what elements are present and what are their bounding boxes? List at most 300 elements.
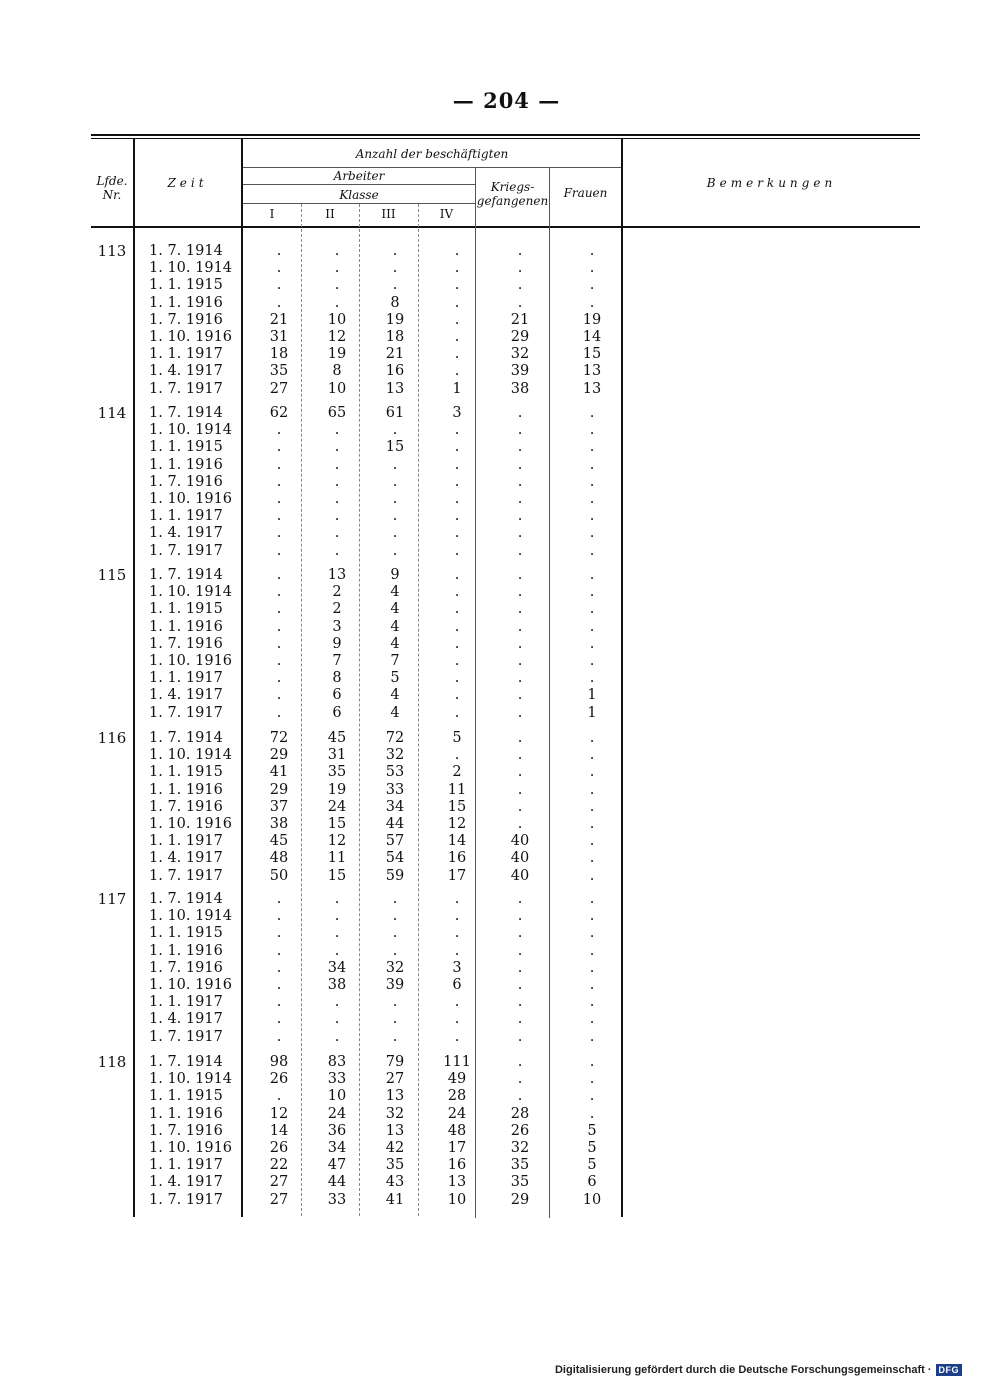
table-cell: . bbox=[454, 942, 460, 959]
table-cell: . bbox=[276, 508, 282, 525]
table-cell: 42 bbox=[385, 1140, 405, 1156]
table-cell: 34 bbox=[327, 959, 347, 976]
row-date: 1. 7. 1916 bbox=[149, 959, 223, 976]
table-cell: . bbox=[517, 816, 523, 832]
table-cell: . bbox=[589, 730, 595, 746]
row-date: 1. 10. 1916 bbox=[149, 491, 233, 507]
row-date: 1. 7. 1917 bbox=[149, 704, 223, 721]
table-cell: . bbox=[276, 584, 282, 601]
table-cell: . bbox=[589, 867, 595, 884]
table-cell: . bbox=[517, 670, 523, 687]
table-cell: 12 bbox=[447, 816, 467, 832]
table-cell: . bbox=[589, 959, 595, 976]
table-cell: 72 bbox=[385, 730, 405, 746]
table-cell: . bbox=[454, 1011, 460, 1028]
table-cell: . bbox=[589, 1011, 595, 1028]
group-number: 116 bbox=[97, 729, 127, 747]
table-cell: 38 bbox=[269, 816, 289, 832]
table-cell: . bbox=[392, 277, 398, 294]
table-cell: 12 bbox=[327, 833, 347, 850]
row-date: 1. 10. 1916 bbox=[149, 1140, 233, 1156]
table-cell: . bbox=[589, 891, 595, 907]
table-cell: 83 bbox=[327, 1054, 347, 1070]
table-cell: . bbox=[517, 1011, 523, 1028]
table-cell: . bbox=[589, 850, 595, 867]
table-cell: 28 bbox=[447, 1088, 467, 1105]
table-cell: 16 bbox=[447, 1157, 467, 1174]
table-cell: . bbox=[454, 508, 460, 525]
table-cell: 19 bbox=[327, 346, 347, 363]
table-cell: 4 bbox=[390, 704, 400, 721]
table-cell: . bbox=[276, 653, 282, 669]
table-cell: . bbox=[454, 363, 460, 380]
table-cell: . bbox=[589, 439, 595, 456]
table-cell: 11 bbox=[447, 781, 467, 798]
table-cell: 14 bbox=[582, 329, 602, 345]
table-cell: . bbox=[517, 456, 523, 473]
table-cell: . bbox=[517, 994, 523, 1011]
table-cell: . bbox=[517, 704, 523, 721]
table-cell: 16 bbox=[385, 363, 405, 380]
table-cell: . bbox=[454, 670, 460, 687]
table-cell: . bbox=[589, 1028, 595, 1045]
table-cell: 5 bbox=[587, 1140, 597, 1156]
table-cell: . bbox=[334, 525, 340, 542]
row-date: 1. 10. 1916 bbox=[149, 329, 233, 345]
row-date: 1. 4. 1917 bbox=[149, 525, 223, 542]
table-cell: 34 bbox=[385, 798, 405, 815]
table-cell: . bbox=[276, 618, 282, 635]
page-number: — 204 — bbox=[452, 88, 561, 113]
top-rule-thin bbox=[91, 138, 920, 139]
table-cell: 54 bbox=[385, 850, 405, 867]
table-cell: . bbox=[392, 1011, 398, 1028]
table-cell: 35 bbox=[385, 1157, 405, 1174]
table-cell: 10 bbox=[582, 1191, 602, 1208]
table-cell: 35 bbox=[269, 363, 289, 380]
table-cell: . bbox=[589, 243, 595, 259]
table-cell: . bbox=[517, 1028, 523, 1045]
header-rule bbox=[91, 226, 920, 228]
table-cell: 1 bbox=[587, 687, 597, 704]
top-rule bbox=[91, 134, 920, 136]
group-number: 117 bbox=[97, 890, 127, 908]
row-date: 1. 7. 1917 bbox=[149, 380, 223, 397]
header-subrule-anzahl bbox=[243, 167, 621, 168]
row-date: 1. 10. 1916 bbox=[149, 977, 233, 993]
row-date: 1. 1. 1915 bbox=[149, 439, 223, 456]
table-cell: 32 bbox=[510, 346, 530, 363]
table-cell: . bbox=[276, 491, 282, 507]
row-date: 1. 1. 1917 bbox=[149, 994, 223, 1011]
row-date: 1. 7. 1916 bbox=[149, 798, 223, 815]
table-cell: . bbox=[517, 781, 523, 798]
table-cell: 3 bbox=[452, 959, 462, 976]
group-number: 115 bbox=[97, 566, 127, 584]
table-cell: . bbox=[276, 294, 282, 311]
table-cell: . bbox=[589, 456, 595, 473]
table-cell: 62 bbox=[269, 405, 289, 421]
table-cell: . bbox=[517, 618, 523, 635]
table-cell: 48 bbox=[269, 850, 289, 867]
table-cell: . bbox=[276, 260, 282, 277]
table-cell: 16 bbox=[447, 850, 467, 867]
header-subrule-arbeiter bbox=[243, 184, 475, 185]
column-divider-nr bbox=[133, 139, 135, 1217]
table-cell: . bbox=[276, 601, 282, 618]
table-cell: 3 bbox=[332, 618, 342, 635]
table-cell: . bbox=[454, 260, 460, 277]
row-date: 1. 1. 1917 bbox=[149, 670, 223, 687]
table-cell: 38 bbox=[327, 977, 347, 993]
table-cell: 40 bbox=[510, 867, 530, 884]
row-date: 1. 10. 1916 bbox=[149, 653, 233, 669]
table-cell: . bbox=[454, 635, 460, 652]
table-cell: 34 bbox=[327, 1140, 347, 1156]
table-cell: 48 bbox=[447, 1122, 467, 1139]
table-cell: 4 bbox=[390, 584, 400, 601]
table-cell: . bbox=[392, 908, 398, 925]
table-cell: 40 bbox=[510, 833, 530, 850]
table-cell: 111 bbox=[443, 1054, 471, 1070]
table-cell: . bbox=[454, 329, 460, 345]
table-cell: 35 bbox=[510, 1174, 530, 1191]
table-cell: . bbox=[454, 584, 460, 601]
header-kriegsgefangenen bbox=[476, 180, 549, 208]
table-cell: . bbox=[276, 925, 282, 942]
table-cell: 6 bbox=[452, 977, 462, 993]
table-cell: 11 bbox=[327, 850, 347, 867]
table-cell: . bbox=[392, 260, 398, 277]
table-cell: 13 bbox=[385, 1088, 405, 1105]
row-date: 1. 7. 1917 bbox=[149, 542, 223, 559]
table-cell: . bbox=[589, 473, 595, 490]
row-date: 1. 1. 1917 bbox=[149, 833, 223, 850]
table-cell: 13 bbox=[582, 380, 602, 397]
header-klasse: Klasse bbox=[339, 188, 379, 202]
table-cell: . bbox=[517, 747, 523, 764]
table-cell: . bbox=[517, 1088, 523, 1105]
table-cell: . bbox=[276, 473, 282, 490]
table-cell: . bbox=[454, 473, 460, 490]
table-cell: . bbox=[454, 439, 460, 456]
table-cell: . bbox=[589, 260, 595, 277]
table-cell: . bbox=[454, 525, 460, 542]
table-cell: . bbox=[517, 422, 523, 439]
table-cell: . bbox=[589, 994, 595, 1011]
table-cell: 13 bbox=[582, 363, 602, 380]
table-cell: . bbox=[334, 994, 340, 1011]
table-cell: 7 bbox=[332, 653, 342, 669]
table-cell: . bbox=[454, 277, 460, 294]
table-cell: . bbox=[517, 730, 523, 746]
table-cell: . bbox=[517, 653, 523, 669]
table-cell: . bbox=[454, 422, 460, 439]
table-cell: 36 bbox=[327, 1122, 347, 1139]
table-cell: . bbox=[454, 653, 460, 669]
table-cell: . bbox=[334, 277, 340, 294]
table-cell: 17 bbox=[447, 1140, 467, 1156]
table-cell: . bbox=[517, 959, 523, 976]
table-cell: . bbox=[589, 781, 595, 798]
row-date: 1. 1. 1916 bbox=[149, 942, 223, 959]
row-date: 1. 10. 1914 bbox=[149, 584, 233, 601]
header-subrule-klasse bbox=[243, 203, 475, 204]
row-date: 1. 7. 1914 bbox=[149, 405, 223, 421]
row-date: 1. 4. 1917 bbox=[149, 1011, 223, 1028]
table-cell: 39 bbox=[385, 977, 405, 993]
table-cell: 19 bbox=[327, 781, 347, 798]
table-cell: . bbox=[334, 942, 340, 959]
row-date: 1. 7. 1917 bbox=[149, 867, 223, 884]
table-cell: . bbox=[454, 294, 460, 311]
table-cell: 7 bbox=[390, 653, 400, 669]
column-divider-class-2 bbox=[359, 204, 360, 1216]
row-date: 1. 7. 1914 bbox=[149, 1054, 223, 1070]
dfg-logo: DFG bbox=[936, 1364, 963, 1376]
table-cell: 24 bbox=[447, 1105, 467, 1122]
table-cell: 5 bbox=[587, 1122, 597, 1139]
header-class-1: I bbox=[269, 207, 275, 221]
group-number: 114 bbox=[97, 404, 127, 422]
table-cell: . bbox=[517, 891, 523, 907]
table-cell: . bbox=[589, 942, 595, 959]
table-cell: . bbox=[454, 456, 460, 473]
row-date: 1. 7. 1914 bbox=[149, 243, 223, 259]
table-cell: . bbox=[334, 491, 340, 507]
header-lfd-nr bbox=[92, 174, 132, 202]
table-cell: . bbox=[589, 1105, 595, 1122]
table-cell: 1 bbox=[587, 704, 597, 721]
table-cell: . bbox=[334, 260, 340, 277]
table-cell: 10 bbox=[327, 311, 347, 328]
table-cell: 41 bbox=[385, 1191, 405, 1208]
row-date: 1. 4. 1917 bbox=[149, 687, 223, 704]
row-date: 1. 1. 1915 bbox=[149, 601, 223, 618]
table-cell: . bbox=[454, 601, 460, 618]
table-cell: . bbox=[517, 942, 523, 959]
table-cell: . bbox=[334, 508, 340, 525]
table-cell: . bbox=[454, 925, 460, 942]
table-cell: 14 bbox=[447, 833, 467, 850]
header-zeit: Zeit bbox=[167, 176, 208, 190]
table-cell: 2 bbox=[332, 584, 342, 601]
table-cell: 12 bbox=[327, 329, 347, 345]
table-cell: 5 bbox=[587, 1157, 597, 1174]
row-date: 1. 7. 1917 bbox=[149, 1028, 223, 1045]
table-cell: 10 bbox=[327, 1088, 347, 1105]
row-date: 1. 4. 1917 bbox=[149, 850, 223, 867]
table-cell: 18 bbox=[269, 346, 289, 363]
table-cell: . bbox=[276, 567, 282, 583]
column-divider-frauen bbox=[549, 168, 550, 1218]
table-cell: 59 bbox=[385, 867, 405, 884]
table-cell: 4 bbox=[390, 687, 400, 704]
table-cell: . bbox=[276, 1028, 282, 1045]
table-cell: . bbox=[517, 1071, 523, 1088]
table-cell: 39 bbox=[510, 363, 530, 380]
table-cell: 26 bbox=[269, 1071, 289, 1088]
table-cell: 49 bbox=[447, 1071, 467, 1088]
table-cell: . bbox=[392, 525, 398, 542]
table-cell: . bbox=[276, 908, 282, 925]
table-cell: . bbox=[454, 346, 460, 363]
header-anzahl: Anzahl der beschäftigten bbox=[355, 147, 509, 161]
table-cell: . bbox=[589, 670, 595, 687]
table-cell: 27 bbox=[385, 1071, 405, 1088]
table-cell: 31 bbox=[269, 329, 289, 345]
table-cell: 44 bbox=[327, 1174, 347, 1191]
table-cell: . bbox=[334, 925, 340, 942]
table-cell: . bbox=[392, 925, 398, 942]
header-kriegs-line1: Kriegs- bbox=[490, 180, 535, 194]
table-cell: . bbox=[517, 294, 523, 311]
table-cell: 79 bbox=[385, 1054, 405, 1070]
table-cell: . bbox=[276, 456, 282, 473]
table-cell: 1 bbox=[452, 380, 462, 397]
table-cell: . bbox=[454, 243, 460, 259]
table-cell: . bbox=[276, 687, 282, 704]
table-cell: 13 bbox=[327, 567, 347, 583]
footer bbox=[555, 1364, 962, 1376]
table-cell: . bbox=[334, 473, 340, 490]
row-date: 1. 7. 1914 bbox=[149, 730, 223, 746]
table-cell: . bbox=[392, 473, 398, 490]
table-cell: 24 bbox=[327, 1105, 347, 1122]
table-cell: 27 bbox=[269, 1191, 289, 1208]
table-cell: 29 bbox=[510, 1191, 530, 1208]
table-cell: 32 bbox=[385, 1105, 405, 1122]
table-cell: . bbox=[517, 542, 523, 559]
table-cell: . bbox=[392, 456, 398, 473]
table-cell: . bbox=[517, 687, 523, 704]
row-date: 1. 7. 1916 bbox=[149, 473, 223, 490]
column-divider-class-1 bbox=[301, 204, 302, 1216]
table-cell: . bbox=[589, 798, 595, 815]
table-cell: 44 bbox=[385, 816, 405, 832]
table-cell: . bbox=[517, 584, 523, 601]
header-kriegs-line2: gefangenen bbox=[476, 194, 549, 208]
table-cell: 18 bbox=[385, 329, 405, 345]
table-cell: 57 bbox=[385, 833, 405, 850]
table-cell: 2 bbox=[332, 601, 342, 618]
table-cell: . bbox=[276, 439, 282, 456]
table-cell: . bbox=[517, 508, 523, 525]
table-cell: . bbox=[517, 439, 523, 456]
table-cell: . bbox=[589, 747, 595, 764]
table-cell: . bbox=[589, 525, 595, 542]
table-cell: . bbox=[454, 542, 460, 559]
row-date: 1. 1. 1917 bbox=[149, 508, 223, 525]
row-date: 1. 1. 1915 bbox=[149, 764, 223, 781]
table-cell: 33 bbox=[327, 1191, 347, 1208]
table-cell: . bbox=[454, 618, 460, 635]
table-cell: . bbox=[589, 1088, 595, 1105]
row-date: 1. 10. 1914 bbox=[149, 908, 233, 925]
table-cell: 17 bbox=[447, 867, 467, 884]
table-cell: . bbox=[589, 277, 595, 294]
table-cell: . bbox=[517, 977, 523, 993]
row-date: 1. 7. 1916 bbox=[149, 635, 223, 652]
table-cell: 43 bbox=[385, 1174, 405, 1191]
table-cell: . bbox=[517, 525, 523, 542]
table-cell: . bbox=[589, 508, 595, 525]
row-date: 1. 10. 1916 bbox=[149, 816, 233, 832]
table-cell: . bbox=[454, 747, 460, 764]
table-cell: 28 bbox=[510, 1105, 530, 1122]
table-cell: . bbox=[454, 491, 460, 507]
table-cell: . bbox=[334, 422, 340, 439]
table-cell: 27 bbox=[269, 380, 289, 397]
table-cell: 27 bbox=[269, 1174, 289, 1191]
row-date: 1. 7. 1917 bbox=[149, 1191, 223, 1208]
table-cell: 61 bbox=[385, 405, 405, 421]
table-cell: 6 bbox=[587, 1174, 597, 1191]
column-divider-class-3 bbox=[418, 204, 419, 1216]
header-arbeiter: Arbeiter bbox=[333, 169, 385, 183]
table-cell: . bbox=[334, 243, 340, 259]
table-cell: . bbox=[517, 925, 523, 942]
table-cell: 72 bbox=[269, 730, 289, 746]
table-cell: . bbox=[589, 925, 595, 942]
table-cell: . bbox=[334, 294, 340, 311]
table-cell: . bbox=[454, 567, 460, 583]
table-cell: . bbox=[392, 994, 398, 1011]
table-cell: . bbox=[517, 635, 523, 652]
table-cell: 8 bbox=[332, 670, 342, 687]
table-cell: 21 bbox=[269, 311, 289, 328]
table-cell: . bbox=[454, 891, 460, 907]
row-date: 1. 1. 1915 bbox=[149, 277, 223, 294]
table-cell: 15 bbox=[385, 439, 405, 456]
table-cell: 37 bbox=[269, 798, 289, 815]
table-cell: . bbox=[276, 243, 282, 259]
table-cell: . bbox=[589, 601, 595, 618]
table-cell: . bbox=[392, 491, 398, 507]
table-cell: 50 bbox=[269, 867, 289, 884]
table-cell: 4 bbox=[390, 601, 400, 618]
row-date: 1. 7. 1914 bbox=[149, 891, 223, 907]
table-cell: 13 bbox=[447, 1174, 467, 1191]
table-cell: 9 bbox=[332, 635, 342, 652]
table-cell: 29 bbox=[510, 329, 530, 345]
table-cell: . bbox=[276, 635, 282, 652]
table-cell: . bbox=[517, 473, 523, 490]
row-date: 1. 10. 1914 bbox=[149, 747, 233, 764]
table-cell: . bbox=[392, 1028, 398, 1045]
table-cell: . bbox=[517, 491, 523, 507]
header-frauen: Frauen bbox=[563, 186, 608, 200]
table-cell: . bbox=[276, 942, 282, 959]
table-cell: 47 bbox=[327, 1157, 347, 1174]
table-cell: . bbox=[334, 891, 340, 907]
table-cell: . bbox=[392, 891, 398, 907]
header-class-2: II bbox=[325, 207, 335, 221]
table-cell: . bbox=[392, 542, 398, 559]
header-lfd-nr-line1: Lfde. bbox=[96, 174, 128, 188]
table-cell: 13 bbox=[385, 380, 405, 397]
row-date: 1. 10. 1914 bbox=[149, 260, 233, 277]
table-cell: 26 bbox=[510, 1122, 530, 1139]
group-number: 113 bbox=[97, 242, 127, 260]
table-cell: 19 bbox=[385, 311, 405, 328]
table-cell: 38 bbox=[510, 380, 530, 397]
table-cell: 2 bbox=[452, 764, 462, 781]
table-cell: . bbox=[392, 508, 398, 525]
header-class-3: III bbox=[381, 207, 396, 221]
table-cell: . bbox=[517, 567, 523, 583]
row-date: 1. 10. 1914 bbox=[149, 422, 233, 439]
